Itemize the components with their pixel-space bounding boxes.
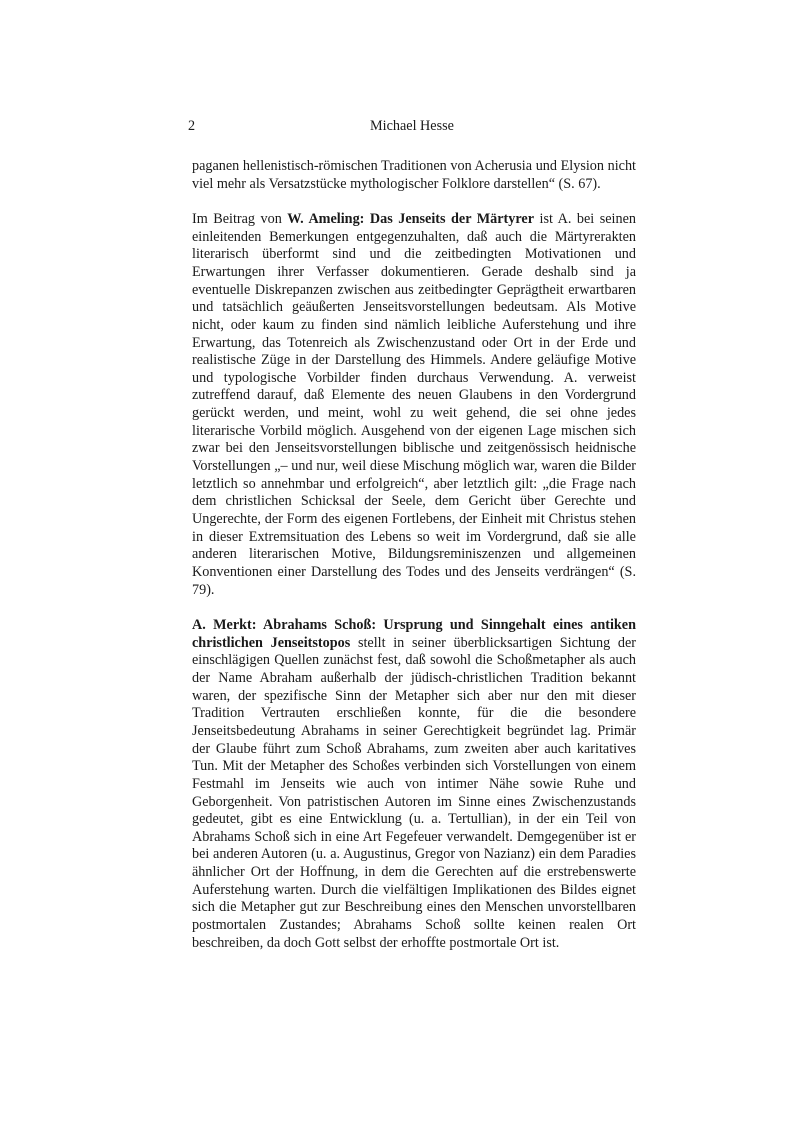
paragraph-continuation <box>192 158 636 193</box>
page-number: 2 <box>188 118 196 134</box>
paragraph-text: ist A. bei seinen einleitenden Bemerkungen entgegenzuhalten, daß auch die Märtyrerakten literarisch überformt sind und die zeitbedingten Motivationen und Erwartungen ihrer Verfasser dokumentieren. Gerade deshalb sind ja eventuelle Diskrepanzen zwischen aus zeitbedingter Geprägtheit erwartbaren und tatsächlich geäußerten Jenseitsvorstellungen bedeutsam. Als Motive nicht, oder kaum zu finden sind nämlich leibliche Auferstehung und ihre Erwartung, das Totenreich als Zwischenzustand oder Ort in der Erde und realistische Züge in der Darstellung des Himmels. Andere geläufige Motive und typologische Vorbilder finden durchaus Verwendung. A. verweist zutreffend darauf, daß Elemente des neuen Glaubens in den Vordergrund gerückt werden, und meint, wohl zu weit gehend, die sei ohne jedes literarische Vorbild möglich. Ausgehend von der eigenen Lage mischen sich zwar bei den Jenseitsvorstellungen biblische und zeitgenössisch heidnische Vorstellungen „– und nur, weil diese Mischung möglich war, waren die Bilder letztlich so annehmbar und erfolgreich“, aber letztlich gilt: „die Frage nach dem christlichen Schicksal der Seele, dem Gericht über Gerechte und Ungerechte, der Form des eigenen Fortlebens, der Einheit mit Christus stehen in dieser Extremsituation des Lebens so weit im Vordergrund, daß sie alle anderen literarischen Motive, Bildungsreminiszenzen und allgemeinen Konventionen einer Darstellung des Todes und des Jenseits verdrängen“ (S. 79). <box>192 210 636 598</box>
page-header <box>188 118 636 138</box>
article-title: W. Ameling: Das Jenseits der Märtyrer <box>287 210 534 227</box>
paragraph-text: paganen hellenistisch-römischen Traditionen von Acherusia und Elysion nicht viel mehr als Versatzstücke mythologischer Folklore darstellen“ (S. 67). <box>192 158 636 192</box>
running-head: Michael Hesse <box>370 118 454 134</box>
article-title: A. Merkt: Abrahams Schoß: Ursprung und Sinngehalt eines antiken christlichen Jenseitstopos <box>192 616 636 651</box>
paragraph-text: stellt in seiner überblicksartigen Sichtung der einschlägigen Quellen zunächst fest, daß sowohl die Schoßmetapher als auch der Name Abraham außerhalb der jüdisch-christlichen Tradition bekannt waren, der spezifische Sinn der Metapher sich aber nur den mit dieser Tradition Vertrauten erschließen konnte, für die die besondere Jenseitsbedeutung Abrahams in seiner Gerechtigkeit begründet lag. Primär der Glaube führt zum Schoß Abrahams, zum zweiten aber auch karitatives Tun. Mit der Metapher des Schoßes verbinden sich Vorstellungen von einem Festmahl im Jenseits wie auch von intimer Nähe sowie Ruhe und Geborgenheit. Von patristischen Autoren im Sinne eines Zwischenzustands gedeutet, gibt es eine Entwicklung (u. a. Tertullian), in der ein Teil von Abrahams Schoß sich in eine Art Fegefeuer verwandelt. Demgegenüber ist er bei anderen Autoren (u. a. Augustinus, Gregor von Nazianz) ein dem Paradies ähnlicher Ort der Hoffnung, in dem die Gerechten auf die erstrebenswerte Auferstehung warten. Durch die vielfältigen Implikationen des Bildes eignet sich die Metapher gut zur Beschreibung eines den Menschen unvorstellbaren postmortalen Zustandes; Abrahams Schoß sollte keinen realen Ort beschreiben, da doch Gott selbst der erhoffte postmortale Ort ist. <box>192 634 637 951</box>
paragraph-ameling-review <box>192 211 636 599</box>
main-text <box>192 158 636 970</box>
paragraph-merkt-review <box>192 617 636 952</box>
paragraph-prefix: Im Beitrag von <box>192 210 288 227</box>
